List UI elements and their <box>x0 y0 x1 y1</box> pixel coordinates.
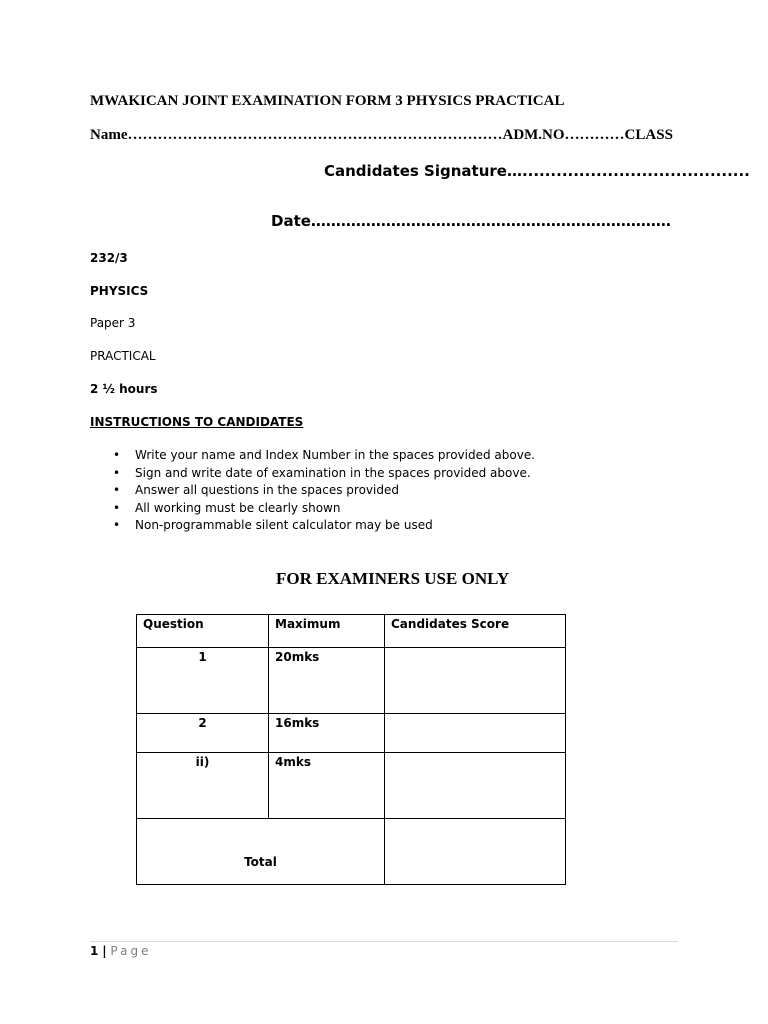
score-cell[interactable] <box>385 714 566 753</box>
instruction-text: Answer all questions in the spaces provided <box>135 483 399 497</box>
exam-title: MWAKICAN JOINT EXAMINATION FORM 3 PHYSICS PRACTICAL <box>90 93 565 109</box>
candidate-signature-line: Candidates Signature…........................................ <box>324 162 750 180</box>
column-header-candidates-score: Candidates Score <box>385 615 566 648</box>
paper-type: PRACTICAL <box>90 349 156 363</box>
footer-divider <box>90 941 678 942</box>
instructions-list <box>113 447 535 535</box>
paper-number: Paper 3 <box>90 316 136 330</box>
instruction-text: Sign and write date of examination in the spaces provided above. <box>135 465 531 480</box>
instruction-text: All working must be clearly shown <box>135 500 341 515</box>
question-cell: ii) <box>137 753 269 819</box>
instructions-heading: INSTRUCTIONS TO CANDIDATES <box>90 415 304 429</box>
maximum-cell: 16mks <box>269 714 385 753</box>
table-row <box>137 648 566 714</box>
page-label: Page <box>110 944 152 958</box>
table-row <box>137 714 566 753</box>
score-cell[interactable] <box>385 753 566 819</box>
question-cell: 2 <box>137 714 269 753</box>
table-header-row <box>137 615 566 648</box>
instruction-text: Write your name and Index Number in the spaces provided above. <box>135 448 536 462</box>
page-number: 1 <box>90 944 99 958</box>
paper-code: 232/3 <box>90 251 128 265</box>
list-item <box>113 465 535 483</box>
name-adm-class-line: Name…………………………………………………………………ADM.NO…………CLASS <box>90 127 673 143</box>
column-header-maximum: Maximum <box>269 615 385 648</box>
score-table <box>136 614 566 885</box>
list-item <box>113 500 535 518</box>
bullet-icon: • <box>113 518 121 532</box>
bullet-icon: • <box>113 448 121 462</box>
exam-duration: 2 ½ hours <box>90 382 158 396</box>
list-item <box>113 517 535 535</box>
maximum-cell: 20mks <box>269 648 385 714</box>
footer-separator: | <box>102 944 107 958</box>
table-row <box>137 753 566 819</box>
column-header-question: Question <box>137 615 269 648</box>
examiners-heading: FOR EXAMINERS USE ONLY <box>276 569 510 588</box>
bullet-icon: • <box>113 465 121 480</box>
score-cell[interactable] <box>385 648 566 714</box>
total-row <box>137 819 566 885</box>
question-cell: 1 <box>137 648 269 714</box>
instruction-text: Non-programmable silent calculator may be used <box>135 518 433 532</box>
list-item <box>113 447 535 465</box>
subject-name: PHYSICS <box>90 284 149 298</box>
list-item <box>113 482 535 500</box>
bullet-icon: • <box>113 483 121 497</box>
maximum-cell: 4mks <box>269 753 385 819</box>
bullet-icon: • <box>113 500 121 515</box>
page-footer <box>90 944 151 958</box>
total-score-cell[interactable] <box>385 819 566 885</box>
date-line: Date……………………………………………………………… <box>271 212 671 230</box>
total-label: Total <box>137 819 385 885</box>
